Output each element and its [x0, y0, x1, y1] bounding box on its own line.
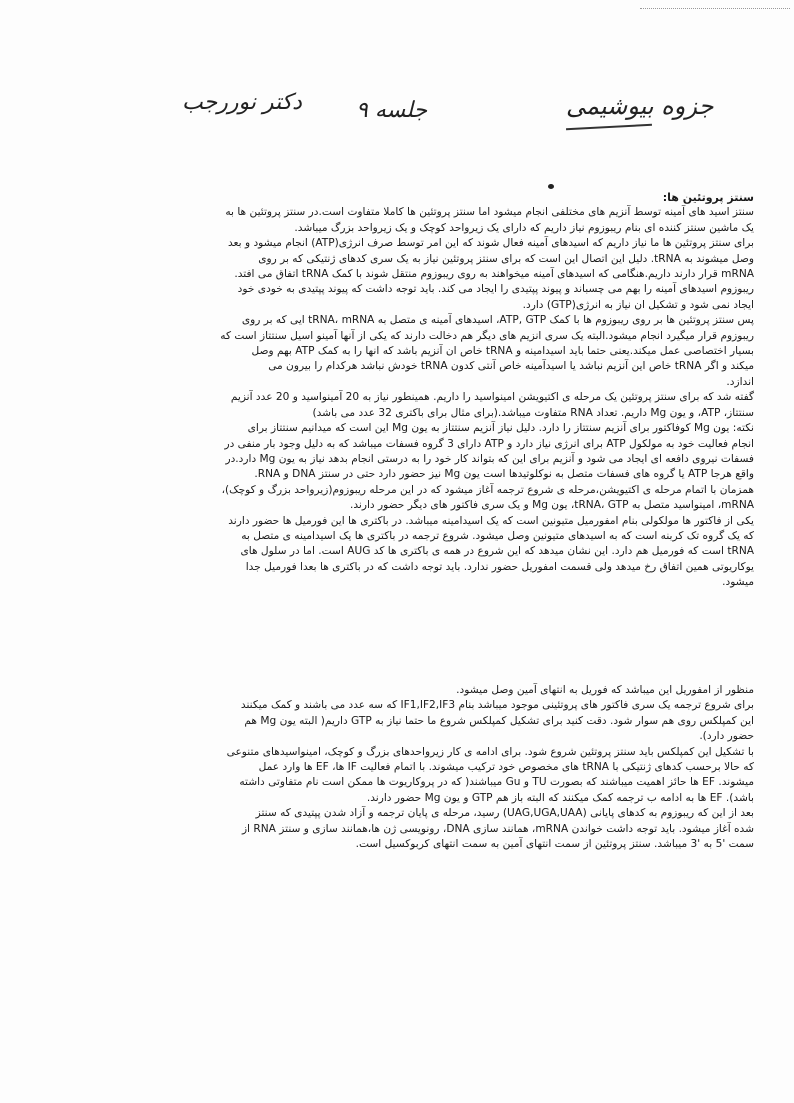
text-line: با تشکیل این کمپلکس باید سنتز پروتئین شروع شود. برای ادامه ی کار زیرواحدهای بزرگ و کوچک، امینواسیدهای متنوعی [226, 745, 754, 758]
text-line: یوکاریوتی همین اتفاق رخ میدهد ولی قسمت امفوریل حضور ندارد. باید توجه داشت که در باکتری ها بعدا فورمیل جدا [245, 560, 754, 573]
text-line: واقع هرجا ATP یا گروه های فسفات متصل به نوکلوتیدها است یون Mg نیز حضور دارد حتی در سنتز DNA و RNA. [254, 468, 754, 481]
notes-lines [114, 683, 754, 852]
text-line: بسیار اختصاصی عمل میکند.یعنی حتما باید اسیدامینه و tRNA خاص ان آنزیم باشد که انها را به کمک ATP بهم وصل [251, 345, 754, 358]
handwritten-title: جزوه بیوشیمی [566, 92, 714, 120]
notes-lines [114, 205, 754, 590]
text-line: بعد از این که ریبوزوم به کدهای پایانی (UAG,UGA,UAA) رسید، مرحله ی پایان ترجمه و آزاد شدن پپتیدی که سنتز [255, 807, 754, 820]
text-line: mRNA، امینواسید متصل به tRNA، GTP، یون Mg و یک سری فاکتور های دیگر حضور دارند. [349, 499, 754, 512]
notes-section-1 [114, 190, 754, 591]
text-line: منظور از امفوریل این میباشد که فوریل به انتهای آمین وصل میشود. [456, 684, 754, 696]
text-line: فسفات نیروی دافعه ای ایجاد می شود و آنزیم برای این که بتواند کار خود را به درستی انجام بدهد نیاز به یون Mg دارد.در [225, 452, 754, 465]
text-line: این کمپلکس روی هم سوار شود. دقت کنید برای تشکیل کمپلکس شروع ما حتما نیاز به GTP داریم( البته یون Mg هم [244, 714, 754, 727]
text-line: یک ماشین سنتز کننده ای بنام ریبوزوم نیاز داریم که دارای یک زیرواحد کوچک و یک زیرواحد بزرگ میباشد. [294, 221, 754, 234]
text-line: سمت '5 به '3 میباشد. سنتز پروتئین از سمت انتهای آمین به سمت انتهای کربوکسیل است. [355, 838, 754, 851]
handwritten-teacher: دکتر نوررجب [182, 90, 302, 115]
text-line: برای شروع ترجمه یک سری فاکتور های پروتئینی موجود میباشد بنام IF1,IF2,IF3 که سه عدد می باشند و کمک میکنند [240, 699, 754, 712]
text-line: سنتتاز، ATP، و یون Mg داریم. تعداد RNA متفاوت میباشد.(برای مثال برای باکتری 32 عدد می باشد) [312, 406, 754, 419]
scan-edge-artifact [640, 8, 790, 15]
text-line: tRNA است که فورمیل هم دارد. این نشان میدهد که این شروع در همه ی باکتری ها کد AUG است. اما در سلول های [240, 545, 754, 558]
title-underline [566, 124, 652, 130]
text-line: که یک گروه تک کربنه است که به اسیدهای متیونین وصل میشود. شروع ترجمه در باکتری ها یک اسیدامینه ی متصل به [241, 529, 754, 542]
text-line: گفته شد که برای سنتز پروتئین یک مرحله ی اکتیویشن امینواسید را داریم. همینطور نیاز به 20 آمینواسید و 20 عدد آنزیم [230, 391, 754, 404]
text-line: وصل میشوند به tRNA. دلیل این اتصال این است که برای سنتز پروتئین نیاز به یک سری کدهای ژنتیکی که بر روی [258, 252, 754, 265]
notes-section-2 [114, 683, 754, 852]
text-line: ریبوزوم قرار میگیرد انجام میشود.البته یک سری انزیم های دیگر هم دخالت دارند که یکی از آنها آمینو اسیل سنتتاز است که [220, 329, 754, 342]
text-line: برای سنتز پروتئین ها ما نیاز داریم که اسیدهای آمینه فعال شوند که این امر توسط صرف انرژی(ATP) انجام میشود و بعد [227, 237, 754, 250]
text-line: اندازد. [726, 375, 754, 388]
ink-dot [548, 184, 554, 189]
text-line: پس سنتز پروتئین ها بر روی ریبوزوم ها با کمک ATP, GTP، اسیدهای آمینه ی متصل به tRNA، mRNA ایی که بر روی [241, 314, 754, 327]
text-line: ریبوزوم اسیدهای آمینه را بهم می چسباند و پیوند پپتیدی را ایجاد می کند. باید توجه داشت که پیوند پپتیدی به خودی خود [237, 283, 754, 296]
handwritten-session: جلسه ۹ [356, 98, 428, 123]
text-line: میشود. [722, 576, 754, 589]
text-line: سنتز اسید های آمینه توسط آنزیم های مختلفی انجام میشود اما سنتز پروتئین ها کاملا متفاوت است.در سنتز پروتئین ها به [225, 206, 754, 219]
text-line: باشد). EF ها به ادامه ب ترجمه کمک میکنند که البته باز هم GTP و یون Mg حضور دارند. [366, 791, 754, 804]
text-line: میشوند. EF ها حائز اهمیت میباشند که بصورت TU و Gu میباشند( که در پروکاریوت ها ممکن است نام متفاوتی داشته [239, 776, 754, 789]
text-line: میکند و اگر tRNA خاص این آنزیم نباشد یا اسیدآمینه خاص آنتی کدون tRNA خودش نباشد هرکدام را بیرون می [268, 360, 754, 373]
text-line: یکی از فاکتور ها مولکولی بنام امفورمیل متیونین است که یک اسیدامینه میباشد. در باکتری ها این فورمیل ها حضور دارند [228, 514, 754, 527]
text-line: حضور دارد). [699, 730, 754, 743]
text-line: همزمان با اتمام مرحله ی اکتیویشن،مرحله ی شروع ترجمه آغاز میشود که در این مرحله ریبوزوم(زیرواحد بزرگ و کوچک)، [221, 483, 754, 496]
text-line: mRNA قرار دارند داریم.هنگامی که اسیدهای آمینه میخواهند به روی ریبوزوم منتقل شوند با کمک tRNA اتفاق می افتد. [234, 268, 754, 281]
text-line: نکته: یون Mg کوفاکتور برای آنزیم سنتتاز را دارد. دلیل نیاز آنزیم سنتتاز به یون Mg این است که میدانیم سنتتاز برای [247, 422, 754, 435]
text-line: که حالا برحسب کدهای ژنتیکی با tRNA های مخصوص خود ترکیب میشوند. با اتمام فعالیت IF ها، EF ها وارد عمل [258, 761, 754, 774]
text-line: ایجاد نمی شود و تشکیل ان نیاز به انرژی(GTP) دارد. [522, 298, 754, 311]
text-line: شده آغاز میشود. باید توجه داشت خواندن mRNA، همانند سازی DNA، رونویسی ژن ها،همانند سازی و سنتز RNA از [241, 822, 754, 835]
text-line: انجام فعالیت خود به مولکول ATP برای انرژی نیاز دارد و ATP دارای 3 گروه فسفات میباشد که به دلیل وجود بار منفی در [224, 437, 754, 450]
section-heading: سنتز پروتئین ها: [662, 191, 754, 204]
